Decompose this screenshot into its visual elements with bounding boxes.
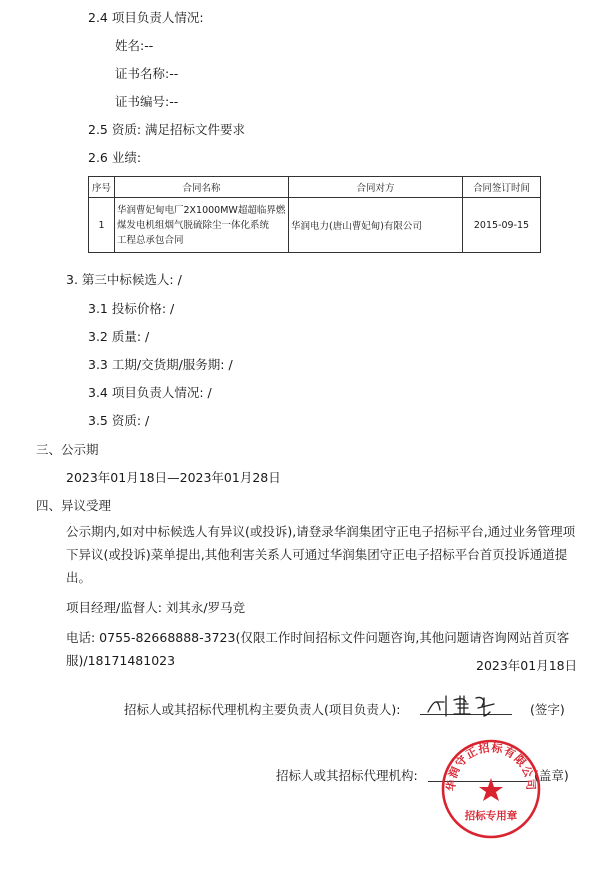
col-header-contract-name: 合同名称 [115,177,289,198]
col-header-sign-date: 合同签订时间 [463,177,541,198]
table-row [89,198,541,253]
cell-sign-date: 2015-09-15 [463,198,541,253]
cell-no: 1 [89,198,115,253]
third-quality: 3.2 质量: / [88,329,150,344]
responsible-person-label: 招标人或其招标代理机构主要负责人(项目负责人): [124,702,401,717]
col-header-counterparty: 合同对方 [289,177,463,198]
organization-label: 招标人或其招标代理机构: [276,768,418,783]
section-2-4-heading: 2.4 项目负责人情况: [88,10,204,25]
contract-name-line: 煤发电机组烟气脱硫除尘一体化系统 [117,219,270,231]
section-2-5: 2.5 资质: 满足招标文件要求 [88,122,246,137]
notice-date: 2023年01月18日 [476,658,578,673]
third-candidate-heading: 3. 第三中标候选人: / [66,272,182,287]
manager-cert-no: 证书编号:-- [115,94,179,109]
objection-heading: 四、异议受理 [36,498,112,513]
objection-paragraph: 公示期内,如对中标候选人有异议(或投诉),请登录华润集团守正电子招标平台,通过业务管理项下异议(或投诉)菜单提出,其他利害关系人可通过华润集团守正电子招标平台首页投诉通道提出。 [66,524,576,585]
section-2-6-heading: 2.6 业绩: [88,150,142,165]
col-header-no: 序号 [89,177,115,198]
sign-note: (签字) [530,702,565,717]
stamp-note: (盖章) [534,768,569,783]
third-bid-price: 3.1 投标价格: / [88,301,175,316]
cell-counterparty: 华润电力(唐山曹妃甸)有限公司 [289,198,463,253]
third-qualification: 3.5 资质: / [88,413,150,428]
svg-text:招标专用章: 招标专用章 [464,810,518,822]
phone-line: 电话: 0755-82668888-3723(仅限工作时间招标文件问题咨询,其他问题请咨询网站首页客服)/18171481023 [66,630,570,668]
performance-table [88,176,541,253]
manager-cert-name: 证书名称:-- [115,66,179,81]
contract-name-line: 华润曹妃甸电厂2X1000MW超超临界燃 [117,204,286,216]
manager-name: 姓名:-- [115,38,154,53]
handwritten-signature [424,692,514,720]
table-header-row [89,177,541,198]
publicity-heading: 三、公示期 [36,442,99,457]
publicity-dates: 2023年01月18日—2023年01月28日 [66,470,281,485]
official-seal-icon [440,738,542,840]
supervisor-line: 项目经理/监督人: 刘其永/罗马竞 [66,600,246,615]
svg-text:华润守正招标有限公司: 华润守正招标有限公司 [444,741,538,792]
contract-name-line: 工程总承包合同 [117,234,184,246]
third-period: 3.3 工期/交货期/服务期: / [88,357,233,372]
cell-contract-name [115,198,289,253]
third-manager: 3.4 项目负责人情况: / [88,385,212,400]
